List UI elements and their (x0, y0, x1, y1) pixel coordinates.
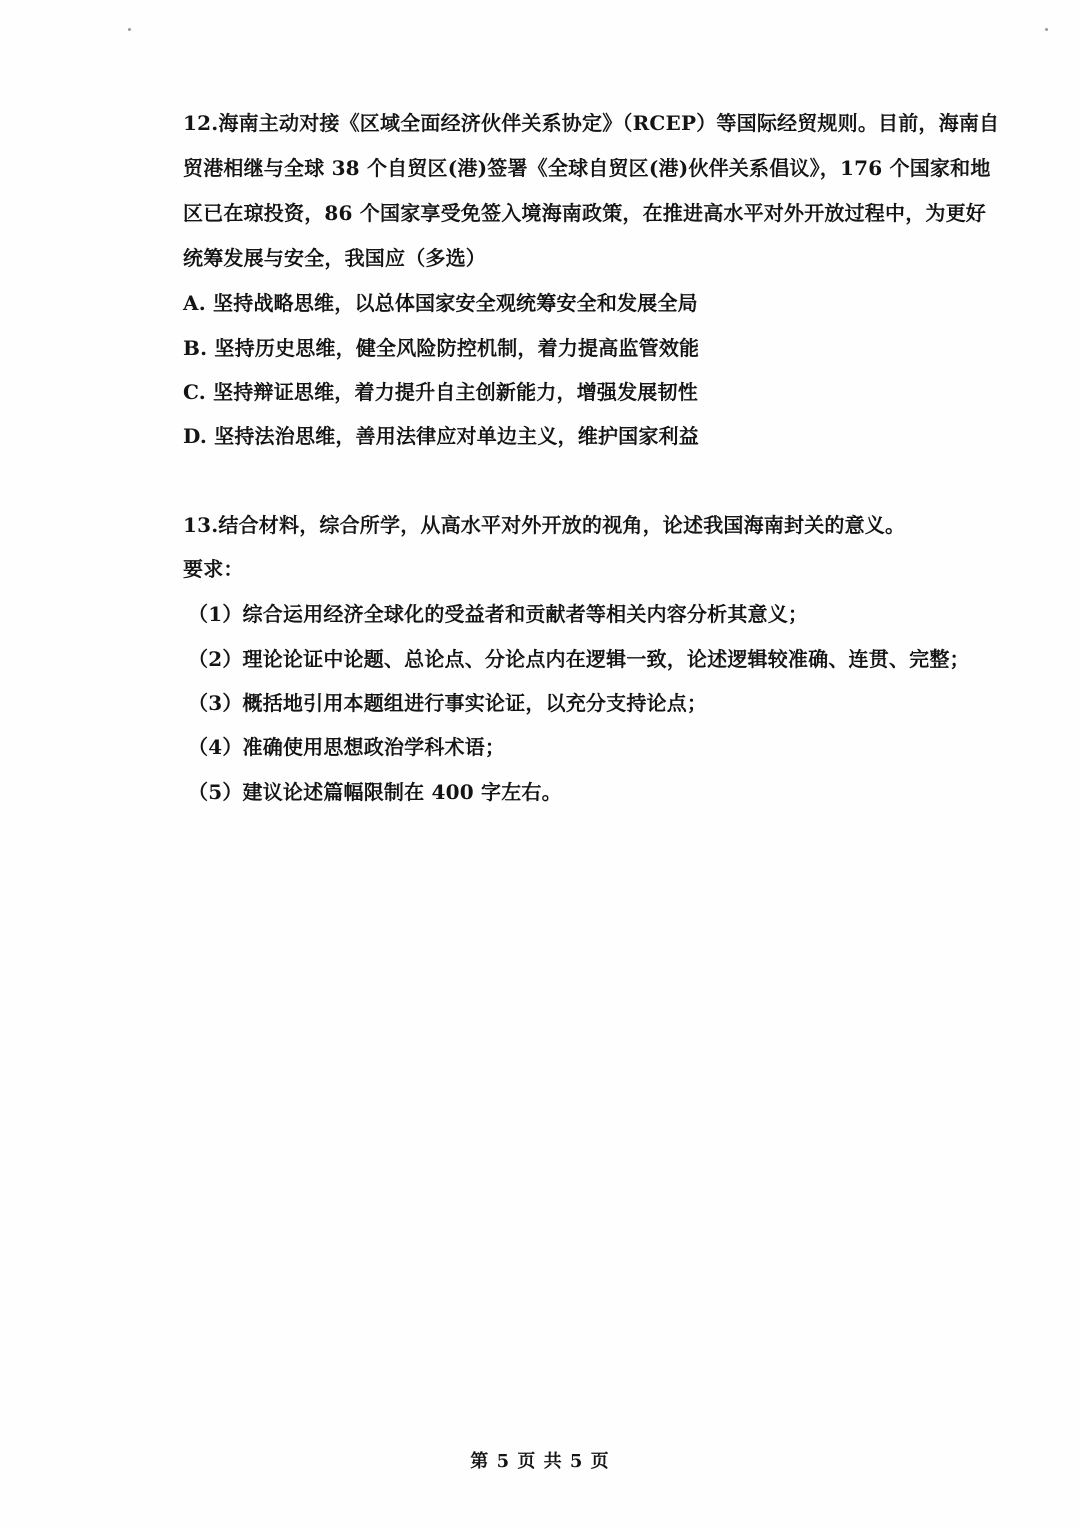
question-12-text-line: 贸港相继与全球 38 个自贸区(港)签署《全球自贸区(港)伙伴关系倡议》，176 个国家和地 (183, 156, 991, 180)
requirement-item: （3）概括地引用本题组进行事实论证，以充分支持论点； (188, 691, 708, 715)
requirement-item: （1）综合运用经济全球化的受益者和贡献者等相关内容分析其意义； (188, 602, 809, 626)
requirement-item: （4）准确使用思想政治学科术语； (188, 735, 506, 759)
question-13-prompt: 13.结合材料，综合所学，从高水平对外开放的视角，论述我国海南封关的意义。 (183, 513, 906, 537)
question-12-text-line: 统筹发展与安全，我国应（多选） (183, 246, 486, 270)
requirement-item: （2）理论论证中论题、总论点、分论点内在逻辑一致，论述逻辑较准确、连贯、完整； (188, 647, 970, 671)
option-b: B. 坚持历史思维，健全风险防控机制，着力提高监管效能 (183, 336, 700, 360)
requirement-item: （5）建议论述篇幅限制在 400 字左右。 (188, 780, 562, 804)
option-a: A. 坚持战略思维，以总体国家安全观统筹安全和发展全局 (183, 291, 698, 315)
requirements-label: 要求： (183, 557, 244, 581)
question-12-text-line: 区已在琼投资，86 个国家享受免签入境海南政策，在推进高水平对外开放过程中，为更好 (183, 201, 986, 225)
scan-speck (1045, 28, 1048, 31)
scan-speck (128, 28, 131, 31)
option-c: C. 坚持辩证思维，着力提升自主创新能力，增强发展韧性 (183, 380, 698, 404)
question-12-text-line: 12.海南主动对接《区域全面经济伙伴关系协定》（RCEP）等国际经贸规则。目前，海南自 (183, 111, 1000, 135)
page-number: 第 5 页 共 5 页 (470, 1451, 610, 1472)
option-d: D. 坚持法治思维，善用法律应对单边主义，维护国家利益 (183, 424, 699, 448)
